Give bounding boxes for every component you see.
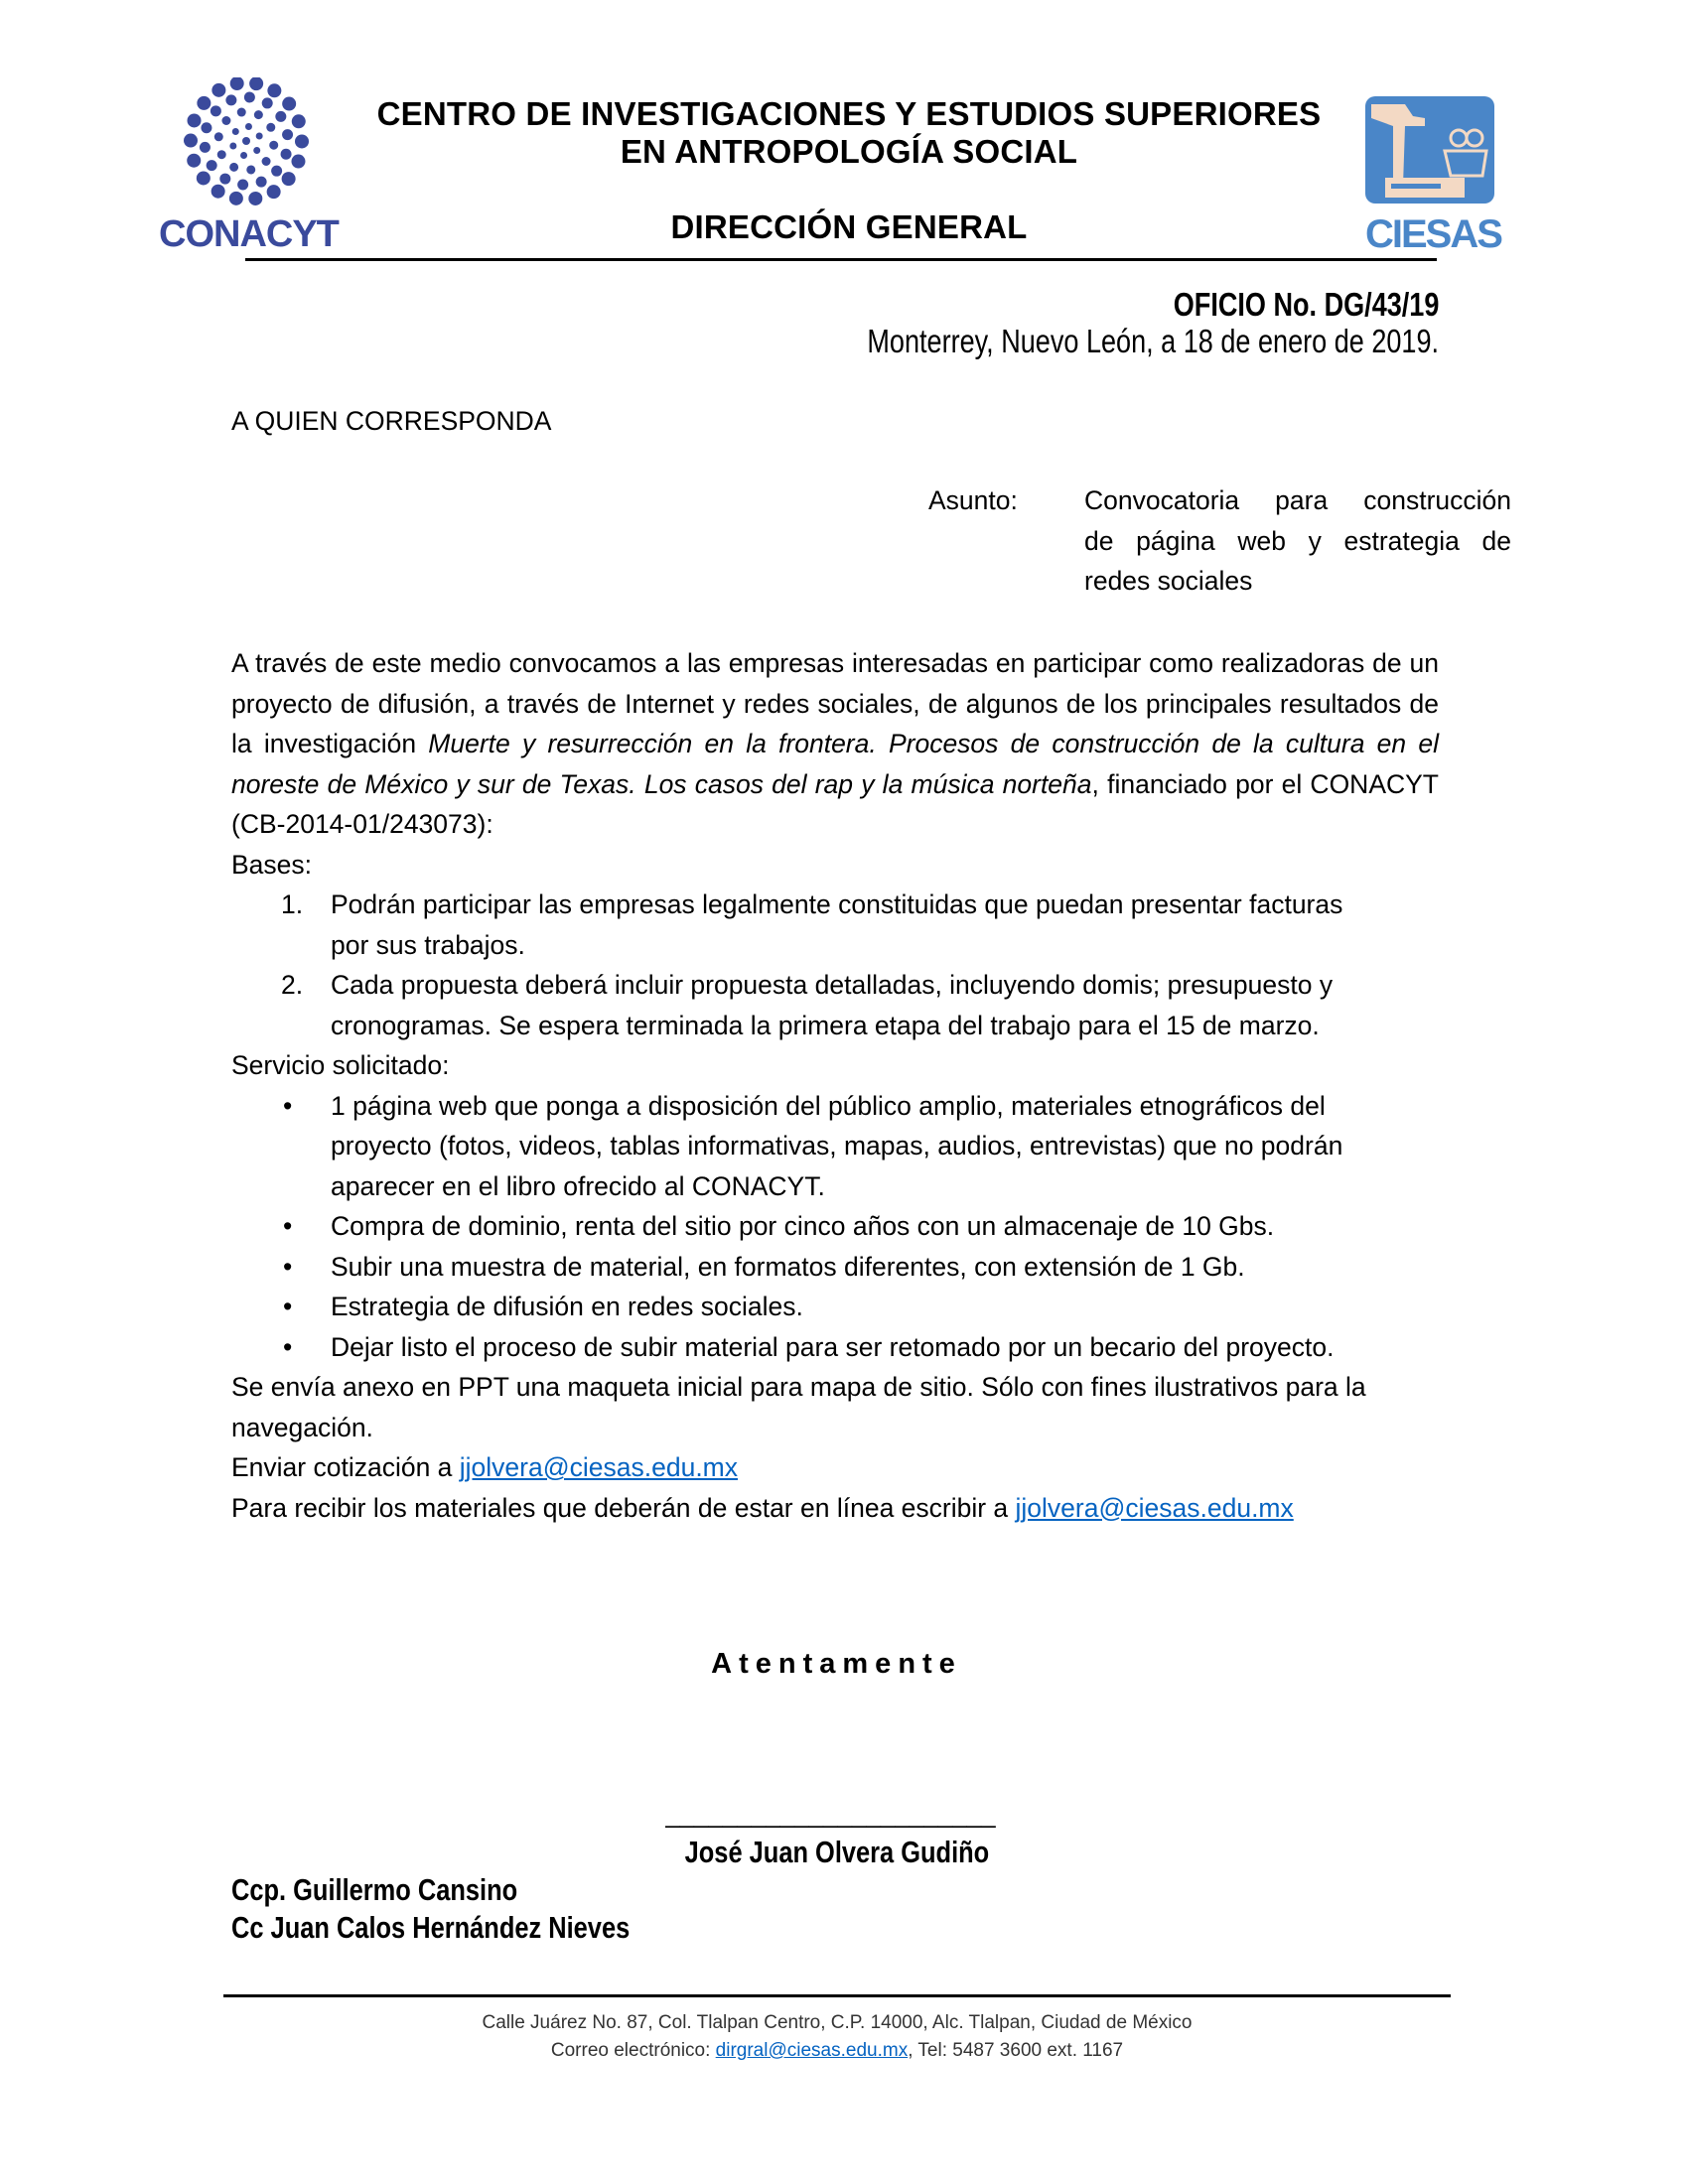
conacyt-dot <box>232 128 239 135</box>
signature-line: _______________________ <box>665 1799 996 1829</box>
ccp-text: Ccp. Guillermo Cansino <box>231 1872 518 1907</box>
list-item <box>231 1086 1363 1207</box>
bases-label: Bases: <box>231 849 313 880</box>
asunto-label: Asunto: <box>928 485 1018 515</box>
footer-phone: , Tel: 5487 3600 ext. 1167 <box>908 2040 1124 2061</box>
conacyt-dot <box>214 132 223 141</box>
conacyt-dot <box>229 163 238 172</box>
conacyt-dot <box>262 157 271 166</box>
intro-text-end: , financiado por el CONACYT (CB-2014-01/243073): <box>231 768 1439 839</box>
footer-divider <box>223 1994 1451 1997</box>
research-title: Muerte y resurrección en la frontera. Procesos de construcción de la cultura en el noreste de México y sur de Texas. Los casos del rap y la música norteña <box>231 729 1439 799</box>
conacyt-dot <box>211 105 221 116</box>
list-item <box>231 1206 1363 1247</box>
list-item <box>231 885 1343 965</box>
salutation: A QUIEN CORRESPONDA <box>231 406 552 436</box>
anexo-text: Se envía anexo en PPT una maqueta inicial para mapa de sitio. Sólo con fines ilustrativos para la navegación. <box>231 1372 1366 1442</box>
list-item-text: Subir una muestra de material, en formatos diferentes, con extensión de 1 Gb. <box>331 1251 1245 1282</box>
place-date <box>742 323 1439 360</box>
conacyt-dot <box>240 152 247 159</box>
materiales-label: Para recibir los materiales que deberán de estar en línea escribir a <box>231 1492 1016 1523</box>
conacyt-logo-text: CONACYT <box>159 213 339 255</box>
conacyt-dot <box>211 185 225 199</box>
footer-email-link[interactable]: dirgral@ciesas.edu.mx <box>715 2040 909 2061</box>
conacyt-dot <box>282 172 296 186</box>
list-item-text: 1 página web que ponga a disposición del público amplio, materiales etnográficos del proyecto (fotos, videos, tablas informativas, mapas, audios, entrevistas) que no podrán aparecer en el libro ofrecido al CONACYT. <box>331 1090 1343 1201</box>
conacyt-logo <box>159 77 339 255</box>
place-date-text: Monterrey, Nuevo León, a 18 de enero de 2019. <box>867 323 1439 359</box>
conacyt-dot <box>244 92 255 103</box>
institution-name-line2: EN ANTROPOLOGÍA SOCIAL <box>620 133 1078 170</box>
asunto-line: redes sociales <box>1084 566 1253 596</box>
list-item <box>231 1327 1363 1368</box>
footer-contact <box>223 2040 1451 2062</box>
asunto-line: Convocatoria para construcción <box>1084 485 1511 515</box>
conacyt-dot <box>187 154 201 168</box>
signer-name-text: José Juan Olvera Gudiño <box>684 1835 989 1869</box>
oficio-number <box>1115 286 1439 324</box>
cotizacion-email-link[interactable]: jjolvera@ciesas.edu.mx <box>459 1452 739 1482</box>
conacyt-dot <box>245 123 252 130</box>
conacyt-dot <box>184 134 198 148</box>
list-item-text: Dejar listo el proceso de subir material para ser retomado por un becario del proyecto. <box>331 1331 1335 1362</box>
ccp-text: Cc Juan Calos Hernández Nieves <box>231 1910 631 1945</box>
footer-email-label: Correo electrónico: <box>550 2040 716 2061</box>
oficio-number-text: OFICIO No. DG/43/19 <box>1173 286 1439 323</box>
conacyt-dot <box>253 147 260 154</box>
conacyt-dot <box>197 171 211 185</box>
signer-name <box>596 1835 1077 1870</box>
conacyt-dot <box>281 149 292 160</box>
conacyt-dot <box>211 83 225 97</box>
list-number: 1. <box>281 889 304 919</box>
conacyt-dot <box>249 77 263 90</box>
conacyt-dot <box>262 97 273 108</box>
conacyt-dot <box>282 129 293 140</box>
conacyt-dot <box>197 96 211 110</box>
list-number: 2. <box>281 970 304 1000</box>
conacyt-dot <box>229 143 236 150</box>
servicios-list <box>231 1086 1363 1368</box>
conacyt-dot <box>254 110 263 119</box>
conacyt-dot <box>242 137 250 145</box>
list-item-text: Compra de dominio, renta del sitio por cinco años con un almacenaje de 10 Gbs. <box>331 1211 1275 1241</box>
ccp-line <box>231 1872 580 1908</box>
conacyt-dot <box>237 179 248 190</box>
intro-text: A través de este medio convocamos a las empresas interesadas en participar como realizadoras de un proyecto de difusión, a través de Internet y redes sociales, de algunos de los principales resultados de la investigación <box>231 648 1439 758</box>
ciesas-logo-text: CIESAS <box>1365 212 1501 256</box>
conacyt-dot <box>225 94 236 105</box>
bullet-icon: • <box>283 1331 293 1362</box>
conacyt-dot <box>201 122 211 133</box>
closing: Atentamente <box>711 1648 962 1680</box>
bullet-icon: • <box>283 1251 293 1282</box>
list-item-text: Podrán participar las empresas legalmente constituidas que puedan presentar facturas por sus trabajos. <box>331 889 1343 960</box>
conacyt-dot <box>292 114 306 128</box>
conacyt-dot <box>200 142 211 153</box>
conacyt-dot <box>207 160 217 171</box>
conacyt-dot <box>291 155 305 169</box>
conacyt-dot <box>230 77 244 90</box>
ccp-line <box>231 1910 717 1946</box>
servicio-label: Servicio solicitado: <box>231 1050 450 1080</box>
conacyt-dot <box>246 165 255 174</box>
bullet-icon: • <box>283 1292 293 1321</box>
conacyt-dot <box>267 83 281 97</box>
conacyt-dot <box>282 97 296 111</box>
list-item <box>231 1247 1363 1288</box>
intro-paragraph <box>231 643 1439 845</box>
conacyt-dot <box>256 177 267 188</box>
materiales-email-link[interactable]: jjolvera@ciesas.edu.mx <box>1015 1492 1294 1523</box>
list-item-text: Cada propuesta deberá incluir propuesta detalladas, incluyendo domis; presupuesto y cronogramas. Se espera terminada la primera etapa del trabajo para el 15 de marzo. <box>331 970 1334 1040</box>
institution-name-line1: CENTRO DE INVESTIGACIONES Y ESTUDIOS SUPERIORES <box>376 95 1322 132</box>
conacyt-dot <box>267 185 281 199</box>
asunto-line: de página web y estrategia de <box>1084 525 1511 556</box>
conacyt-dots-icon <box>159 77 338 206</box>
conacyt-dot <box>219 174 230 185</box>
list-item-text: Estrategia de difusión en redes sociales. <box>331 1292 803 1321</box>
conacyt-dot <box>271 166 282 177</box>
conacyt-dot <box>266 123 275 132</box>
conacyt-dot <box>248 192 262 205</box>
list-item <box>231 965 1343 1045</box>
conacyt-dot <box>237 108 246 117</box>
conacyt-dot <box>275 111 286 122</box>
asunto-text <box>1084 480 1511 602</box>
footer-address: Calle Juárez No. 87, Col. Tlalpan Centro, C.P. 14000, Alc. Tlalpan, Ciudad de México <box>482 2012 1193 2033</box>
cotizacion-line <box>231 1447 1439 1488</box>
conacyt-dot <box>229 192 243 205</box>
bullet-icon: • <box>283 1090 293 1121</box>
bases-list <box>231 885 1343 1045</box>
department-title: DIRECCIÓN GENERAL <box>670 208 1028 245</box>
list-item <box>231 1287 1363 1327</box>
conacyt-dot <box>221 116 230 125</box>
conacyt-dot <box>188 113 202 127</box>
materiales-line <box>231 1488 1439 1529</box>
conacyt-dot <box>256 132 263 139</box>
header-divider <box>245 258 1437 261</box>
ciesas-emblem-icon <box>1365 96 1494 204</box>
conacyt-dot <box>217 150 226 159</box>
ciesas-logo <box>1365 96 1501 256</box>
cotizacion-label: Enviar cotización a <box>231 1452 460 1482</box>
conacyt-dot <box>295 134 309 148</box>
bullet-icon: • <box>283 1211 293 1241</box>
conacyt-dot <box>269 141 278 150</box>
letter-body <box>231 643 1439 1528</box>
